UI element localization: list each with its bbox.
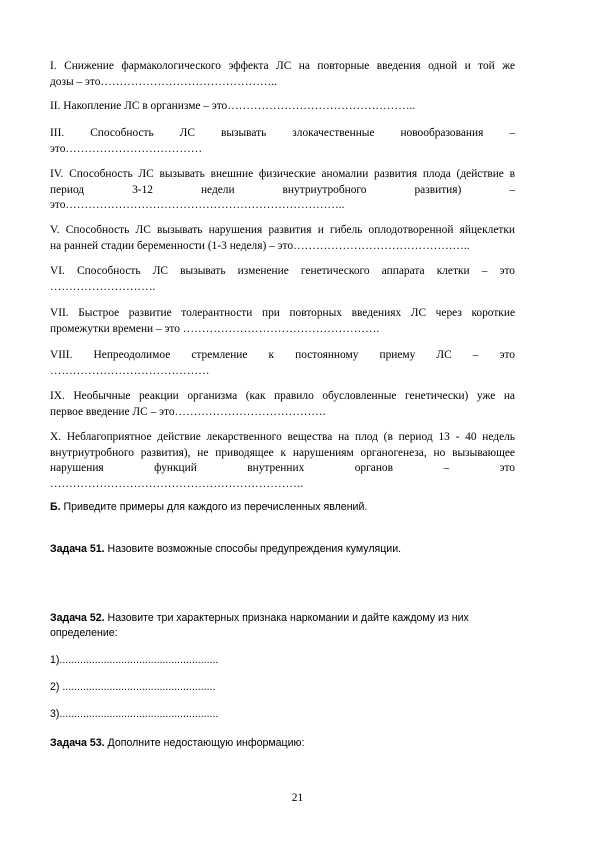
definition-item-8	[50, 348, 515, 379]
item-line: X. Неблагоприятное действие лекарственного вещества на плод (в период 13 - 40 недель	[50, 431, 515, 443]
task-52-text-line1: Назовите три характерных признака наркомании и дайте каждому из них	[104, 612, 469, 624]
task-52	[50, 611, 515, 641]
definition-item-7	[50, 306, 515, 337]
definition-item-3	[50, 126, 515, 157]
item-line: IX. Необычные реакции организма (как правило обусловленные генетически) уже на	[50, 390, 515, 402]
item-line: I. Снижение фармакологического эффекта ЛС на повторные введения одной и той же	[50, 60, 515, 72]
item-line: ………………………………………………………….	[50, 477, 304, 490]
definition-item-9	[50, 389, 515, 420]
answer-line-3[interactable]: 3)......................................................	[50, 708, 219, 720]
item-line: IV. Способность ЛС вызывать внешние физические аномалии развития плода (действие в	[50, 168, 515, 180]
part-b-label: Б.	[50, 501, 61, 513]
definition-item-10	[50, 430, 515, 492]
item-line: на ранней стадии беременности (1-3 неделя) – это………………………………………..	[50, 239, 470, 252]
item-line: дозы – это………………………………………..	[50, 75, 278, 88]
page-number: 21	[291, 792, 304, 804]
part-b-instruction	[50, 500, 515, 515]
item-line: V. Способность ЛС вызывать нарушения развития и гибель оплодотворенной яйцеклетки	[50, 224, 515, 236]
item-line: это………………………………………………………………..	[50, 199, 345, 211]
answer-line-1[interactable]: 1)......................................................	[50, 654, 219, 666]
task-52-label: Задача 52.	[50, 612, 105, 624]
item-line: VII. Быстрое развитие толерантности при повторных введениях ЛС через короткие	[50, 307, 515, 319]
task-52-text-line2: определение:	[50, 627, 118, 639]
task-51-label: Задача 51.	[50, 543, 105, 555]
definition-item-2	[50, 99, 515, 115]
item-line: VIII. Непреодолимое стремление к постоянному приему ЛС – это	[50, 349, 515, 361]
item-line: II. Накопление ЛС в организме – это…………………………………………..	[50, 100, 416, 112]
item-line: ……………………….	[50, 280, 156, 293]
item-line: первое введение ЛС – это………………………………….	[50, 405, 326, 418]
task-51	[50, 542, 515, 557]
item-line: период 3-12 недели внутриутробного развития) –	[50, 183, 515, 196]
item-line: III. Способность ЛС вызывать злокачественные новообразования –	[50, 127, 515, 139]
part-b-text: Приведите примеры для каждого из перечисленных явлений.	[60, 501, 368, 513]
task-53-text: Дополните недостающую информацию:	[104, 737, 305, 749]
item-line: внутриутробного развития), не приводящее к нарушениям органогенеза, но вызывающее	[50, 446, 515, 459]
definition-item-6	[50, 264, 515, 295]
item-line: промежутки времени – это …………………………………………….	[50, 322, 380, 335]
task-51-text: Назовите возможные способы предупреждения кумуляции.	[104, 543, 402, 555]
item-line: это………………………………	[50, 142, 203, 155]
task-53-label: Задача 53.	[50, 737, 105, 749]
definition-item-5	[50, 223, 515, 254]
item-line: нарушения функций внутренних органов – это	[50, 462, 515, 474]
item-line: ……………………………………	[50, 364, 210, 377]
task-53	[50, 736, 515, 751]
item-line: VI. Способность ЛС вызывать изменение генетического аппарата клетки – это	[50, 265, 515, 277]
definition-item-1	[50, 59, 515, 90]
answer-line-2[interactable]: 2) ....................................................	[50, 681, 216, 693]
definition-item-4	[50, 167, 515, 214]
